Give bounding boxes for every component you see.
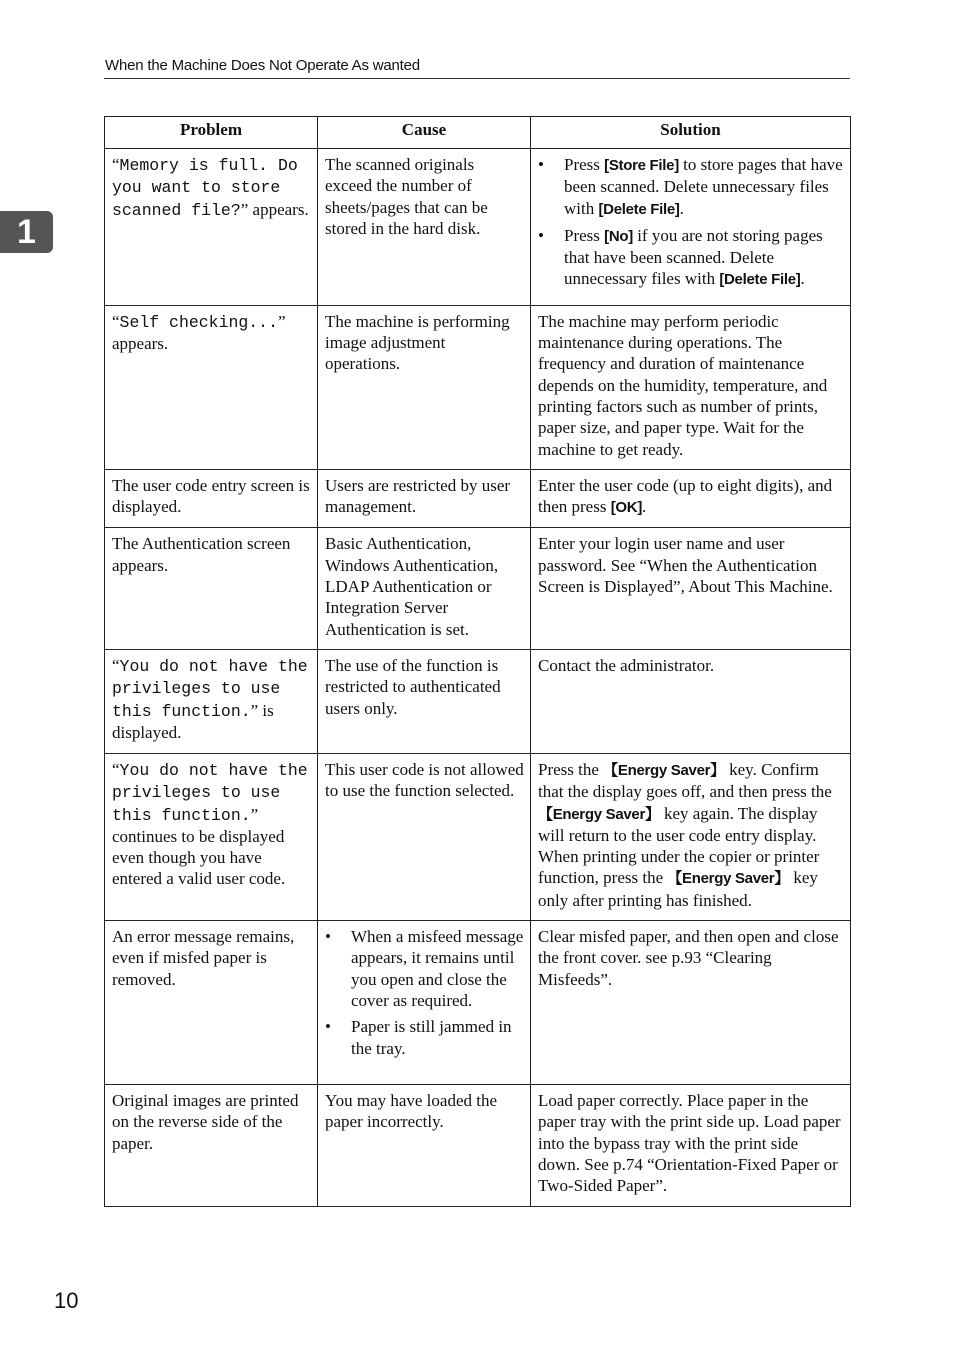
problem-cell: Original images are printed on the reverse side of the paper. [105, 1085, 318, 1206]
screen-message: You do not have the privileges to use this function. [112, 656, 308, 721]
cause-list [325, 926, 524, 1059]
solution-cell: Clear misfed paper, and then open and close the front cover. see p.93 “Clearing Misfeeds”. [531, 921, 851, 1085]
table-header-row [105, 117, 851, 149]
chapter-tab: 1 [0, 211, 53, 253]
delete-file-key: [Delete File] [719, 271, 801, 289]
delete-file-key: [Delete File] [598, 200, 680, 218]
column-header-problem: Problem [105, 117, 318, 149]
solution-cell: Press the 【Energy Saver】 key. Confirm that the display goes off, and then press the 【Energy Saver】 key again. The display will return to the user code entry display. When printing under the copier or printer function, press the 【Energy Saver】 key only after printing has finished. [531, 753, 851, 920]
no-key: [No] [604, 227, 633, 245]
table-row [105, 753, 851, 920]
energy-saver-key: 【Energy Saver】 [667, 870, 790, 888]
page-number: 10 [54, 1288, 79, 1313]
table-row [105, 149, 851, 306]
running-header: When the Machine Does Not Operate As wanted [105, 57, 420, 74]
problem-cell: “You do not have the privileges to use this function.” continues to be displayed even though you have entered a valid user code. [105, 753, 318, 920]
list-item: • Press [Store File] to store pages that have been scanned. Delete unnecessary files with [Delete File]. [564, 154, 844, 220]
cause-cell: Users are restricted by user management. [318, 469, 531, 528]
screen-message: Memory is full. Do you want to store scanned file? [112, 156, 298, 220]
solution-cell [531, 149, 851, 306]
table-row [105, 305, 851, 469]
table-row [105, 469, 851, 528]
list-item: • When a misfeed message appears, it remains until you open and close the cover as required. [351, 926, 524, 1011]
solution-cell: Enter the user code (up to eight digits), and then press [OK]. [531, 469, 851, 528]
screen-message: You do not have the privileges to use this function. [112, 760, 308, 825]
column-header-cause: Cause [318, 117, 531, 149]
header-rule [104, 78, 850, 79]
energy-saver-key: 【Energy Saver】 [538, 805, 660, 823]
problem-cell: “Self checking...” appears. [105, 305, 318, 469]
problem-suffix: ” appears. [240, 199, 309, 219]
screen-message: Self checking... [119, 312, 278, 332]
open-quote: “ [112, 155, 120, 174]
energy-saver-key: 【Energy Saver】 [603, 761, 725, 779]
table-row [105, 528, 851, 649]
problem-cell: The user code entry screen is displayed. [105, 469, 318, 528]
column-header-solution: Solution [531, 117, 851, 149]
cause-cell: Basic Authentication, Windows Authentication, LDAP Authentication or Integration Server Authentication is set. [318, 528, 531, 649]
list-item: • Press [No] if you are not storing pages that have been scanned. Delete unnecessary files with [Delete File]. [564, 225, 844, 291]
solution-cell: Contact the administrator. [531, 649, 851, 753]
solution-list [538, 154, 844, 291]
table-row [105, 649, 851, 753]
solution-cell: Enter your login user name and user password. See “When the Authentication Screen is Displayed”, About This Machine. [531, 528, 851, 649]
cause-cell: This user code is not allowed to use the function selected. [318, 753, 531, 920]
table-row [105, 1085, 851, 1206]
cause-cell: You may have loaded the paper incorrectly. [318, 1085, 531, 1206]
problem-cell: “You do not have the privileges to use this function.” is displayed. [105, 649, 318, 753]
list-item: • Paper is still jammed in the tray. [351, 1016, 524, 1059]
problem-cell: The Authentication screen appears. [105, 528, 318, 649]
troubleshooting-table [104, 116, 851, 1207]
ok-key: [OK] [610, 499, 643, 517]
store-file-key: [Store File] [604, 157, 679, 174]
cause-cell: The machine is performing image adjustment operations. [318, 305, 531, 469]
solution-cell: The machine may perform periodic maintenance during operations. The frequency and duration of maintenance depends on the humidity, temperature, and printing factors such as number of prints, paper size, and paper type. Wait for the machine to get ready. [531, 305, 851, 469]
cause-cell: The use of the function is restricted to authenticated users only. [318, 649, 531, 753]
problem-cell [105, 149, 318, 306]
cause-cell [318, 921, 531, 1085]
problem-cell: An error message remains, even if misfed paper is removed. [105, 921, 318, 1085]
solution-cell: Load paper correctly. Place paper in the paper tray with the print side up. Load paper into the bypass tray with the print side down. See p.74 “Orientation-Fixed Paper or Two-Sided Paper”. [531, 1085, 851, 1206]
cause-cell: The scanned originals exceed the number of sheets/pages that can be stored in the hard disk. [318, 149, 531, 306]
table-row [105, 921, 851, 1085]
